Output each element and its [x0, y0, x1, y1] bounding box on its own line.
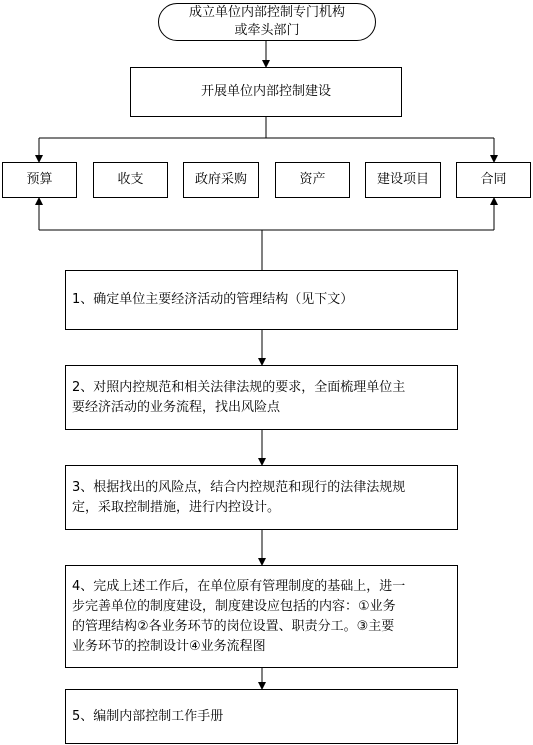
step-4-line-1: 4、完成上述工作后，在单位原有管理制度的基础上，进一 [72, 578, 406, 594]
step-3-box [65, 465, 458, 530]
category-budget-label: 预算 [26, 172, 53, 187]
step-3-line-1: 3、根据找出的风险点，结合内控规范和现行的法律法规规 [72, 479, 406, 495]
step-3-line-2: 定，采取控制措施，进行内控设计。 [72, 499, 281, 515]
category-revenue-expenditure [93, 162, 168, 198]
category-government-procurement-label: 政府采购 [194, 172, 247, 187]
category-construction-projects [365, 162, 441, 198]
category-construction-projects-label: 建设项目 [376, 172, 429, 187]
step-5-box [65, 689, 458, 744]
step-2-line-1: 2、对照内控规范和相关法律法规的要求，全面梳理单位主 [72, 379, 406, 395]
category-contracts-label: 合同 [480, 172, 507, 187]
setup-organization-line1: 成立单位内部控制专门机构 [188, 5, 345, 20]
step-5-line-1: 5、编制内部控制工作手册 [72, 708, 224, 724]
step-4-line-3: 的管理结构②各业务环节的岗位设置、职责分工。③主要 [72, 618, 395, 634]
category-assets-label: 资产 [299, 172, 326, 187]
setup-organization-node [158, 3, 376, 41]
step-1-box [65, 270, 458, 330]
category-contracts [456, 162, 531, 198]
category-assets [275, 162, 350, 198]
step-4-line-2: 步完善单位的制度建设，制度建设应包括的内容：①业务 [72, 598, 396, 614]
category-government-procurement [183, 162, 259, 198]
internal-control-construction-label: 开展单位内部控制建设 [200, 84, 331, 99]
step-2-box [65, 365, 458, 430]
step-1-line-1: 1、确定单位主要经济活动的管理结构（见下文） [72, 292, 354, 307]
step-4-box [65, 565, 458, 668]
category-budget [2, 162, 77, 198]
step-2-line-2: 要经济活动的业务流程，找出风险点 [72, 399, 281, 415]
setup-organization-line2: 或牵头部门 [234, 23, 300, 38]
category-revenue-expenditure-label: 收支 [117, 172, 144, 187]
step-4-line-4: 业务环节的控制设计④业务流程图 [72, 638, 266, 654]
internal-control-construction-node [130, 67, 402, 117]
